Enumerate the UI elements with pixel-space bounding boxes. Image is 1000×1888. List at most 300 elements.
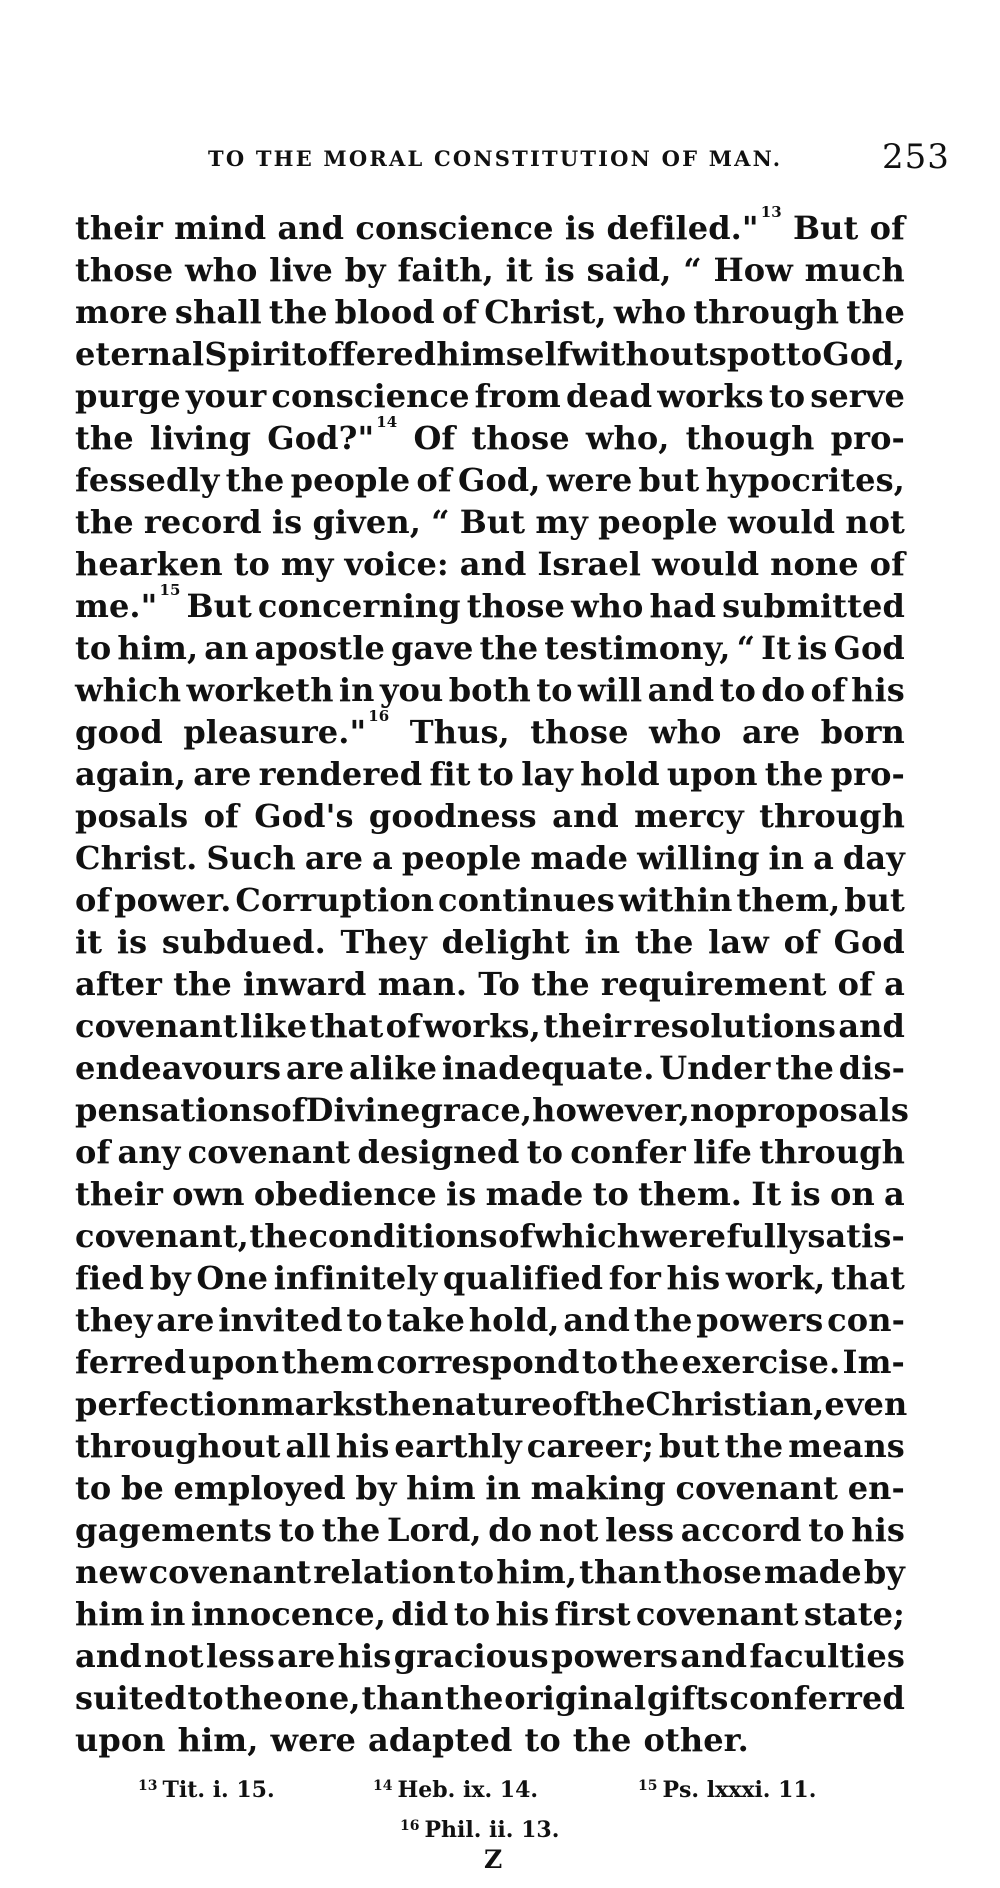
word: But — [459, 503, 526, 541]
word: faith, — [397, 251, 494, 289]
word: both — [448, 671, 531, 709]
word: the — [224, 1679, 284, 1717]
word: the — [479, 629, 539, 667]
word: of — [810, 671, 846, 709]
text-line — [75, 753, 905, 795]
word: upon — [666, 755, 758, 793]
word: their — [75, 209, 163, 247]
word: a — [372, 839, 393, 877]
word: adapted — [368, 1721, 513, 1759]
word: any — [117, 1133, 181, 1171]
word: people — [598, 503, 718, 541]
word: Im- — [842, 1343, 905, 1381]
text-line — [75, 795, 905, 837]
word: within — [618, 881, 733, 919]
word: less — [605, 1511, 675, 1549]
word: the — [268, 293, 328, 331]
word: Thus, — [409, 713, 510, 751]
word: to — [785, 335, 823, 373]
word: who — [613, 293, 687, 331]
word: qualified — [442, 1259, 604, 1297]
text-line — [75, 1047, 905, 1089]
word: gifts — [646, 1679, 729, 1717]
word: good — [75, 713, 163, 751]
word: one, — [284, 1679, 361, 1717]
word: in — [485, 1469, 522, 1507]
word: gave — [391, 629, 474, 667]
word: had — [649, 587, 717, 625]
text-line — [75, 1509, 905, 1551]
word: them — [281, 1343, 375, 1381]
word: inadequate. — [441, 1049, 655, 1087]
word: spot — [708, 335, 786, 373]
word: all — [285, 1427, 331, 1465]
word: new — [75, 1553, 147, 1591]
word: invited — [218, 1301, 343, 1339]
footnote-reference: 14 — [376, 413, 398, 432]
word: mind — [174, 209, 267, 247]
word: it — [75, 923, 103, 961]
word: the — [775, 1049, 834, 1087]
word: who — [184, 251, 258, 289]
word: shall — [174, 293, 262, 331]
word: willing — [637, 839, 760, 877]
word: state; — [803, 1595, 905, 1633]
word: is — [564, 209, 596, 247]
word: who, — [585, 419, 670, 457]
text-line — [75, 1131, 905, 1173]
word: people — [401, 839, 522, 877]
word: throughout — [75, 1427, 281, 1465]
word: is — [271, 503, 303, 541]
text-line — [75, 1341, 905, 1383]
text-line — [75, 627, 905, 669]
word: and — [680, 1637, 748, 1675]
word: of — [869, 209, 905, 247]
word: me." $^{15}$ — [75, 581, 181, 625]
word: alike — [348, 1049, 438, 1087]
word: own — [172, 1175, 245, 1213]
word: covenant — [75, 1007, 238, 1045]
word: covenant — [635, 1595, 799, 1633]
word: and — [838, 1007, 905, 1045]
word: work, — [725, 1259, 826, 1297]
word: works — [657, 377, 764, 415]
word: to — [233, 545, 270, 583]
word: submitted — [722, 587, 905, 625]
word: in — [768, 839, 805, 877]
word: endeavours — [75, 1049, 282, 1087]
text-line — [75, 543, 905, 585]
word: covenant, — [75, 1217, 249, 1255]
word: hearken — [75, 545, 223, 583]
word: perfection — [75, 1385, 261, 1423]
word: those — [466, 587, 565, 625]
word: God — [833, 923, 905, 961]
text-line — [75, 1677, 905, 1719]
word: life — [693, 1133, 752, 1171]
word: of — [385, 1007, 421, 1045]
word: to — [526, 1133, 564, 1171]
text-line — [75, 249, 905, 291]
text-line — [75, 707, 905, 753]
word: Of — [413, 419, 456, 457]
word: serve — [810, 377, 905, 415]
word: inward — [243, 965, 367, 1003]
word: day — [842, 839, 905, 877]
word: Divine — [305, 1091, 421, 1129]
word: offered — [306, 335, 437, 373]
word: by — [863, 1553, 905, 1591]
word: from — [474, 377, 561, 415]
word: hypocrites, — [705, 461, 905, 499]
word: through — [759, 797, 905, 835]
text-line — [75, 669, 905, 711]
word: did — [391, 1595, 449, 1633]
word: apostle — [254, 629, 385, 667]
word: in — [338, 671, 375, 709]
text-line — [75, 879, 905, 921]
word: without — [570, 335, 709, 373]
word: like — [239, 1007, 308, 1045]
word: which — [75, 671, 182, 709]
word: the — [724, 1427, 784, 1465]
word: through — [693, 293, 840, 331]
word: making — [530, 1469, 666, 1507]
word: gagements — [75, 1511, 273, 1549]
word: to — [75, 629, 112, 667]
word: to — [75, 1469, 112, 1507]
word: the — [586, 1385, 646, 1423]
word: his — [335, 1427, 390, 1465]
word: himself — [436, 335, 571, 373]
word: Christ. — [75, 839, 198, 877]
word: are — [193, 755, 252, 793]
word: much — [804, 251, 905, 289]
word: the — [75, 419, 134, 457]
word: powers — [696, 1301, 824, 1339]
word: conferred — [729, 1679, 905, 1717]
word: were — [640, 1217, 727, 1255]
text-line — [75, 1299, 905, 1341]
word: “ — [736, 629, 756, 667]
text-line — [75, 1257, 905, 1299]
word: God?" $^{14}$ — [267, 413, 398, 457]
word: pro- — [830, 755, 905, 793]
word: live — [269, 251, 333, 289]
word: made — [530, 839, 629, 877]
word: those — [663, 1553, 762, 1591]
word: concerning — [257, 587, 461, 625]
word: but — [658, 1427, 720, 1465]
word: said, — [586, 251, 672, 289]
word: the — [321, 1511, 381, 1549]
text-line — [75, 1635, 905, 1677]
text-line — [75, 291, 905, 333]
word: of — [75, 1133, 111, 1171]
word: To — [478, 965, 520, 1003]
word: those — [471, 419, 570, 457]
word: obedience — [253, 1175, 437, 1213]
signature-mark: Z — [484, 1845, 503, 1874]
word: testimony, — [544, 629, 731, 667]
text-line — [75, 1005, 905, 1047]
word: Such — [206, 839, 296, 877]
word: original — [504, 1679, 647, 1717]
word: to — [719, 671, 756, 709]
word: living — [149, 419, 252, 457]
word: record — [143, 503, 262, 541]
word: God, — [822, 335, 905, 373]
word: than — [361, 1679, 444, 1717]
word: in — [584, 923, 621, 961]
word: proposals — [734, 1091, 909, 1129]
word: the — [634, 923, 694, 961]
word: take — [386, 1301, 465, 1339]
word: no — [690, 1091, 735, 1129]
word: their — [543, 1007, 632, 1045]
word: fied — [75, 1259, 145, 1297]
word: were — [270, 1721, 357, 1759]
word: him, — [496, 1553, 578, 1591]
footnote-text: Phil. ii. 13. — [424, 1817, 560, 1843]
word: his — [666, 1259, 721, 1297]
word: man. — [377, 965, 468, 1003]
word: but — [844, 881, 905, 919]
word: covenant — [148, 1553, 312, 1591]
word: eternal — [75, 335, 205, 373]
word: Israel — [537, 545, 642, 583]
word: to — [453, 1595, 491, 1633]
word: him — [406, 1469, 476, 1507]
text-line — [75, 963, 905, 1005]
word: those — [75, 251, 174, 289]
word: is — [790, 1175, 821, 1213]
word: conscience — [271, 377, 470, 415]
word: than — [579, 1553, 662, 1591]
word: the — [620, 1343, 680, 1381]
word: you — [379, 671, 444, 709]
footnote-marker: 13 — [138, 1778, 158, 1794]
footnote-reference: 13 — [760, 203, 782, 222]
text-line — [75, 203, 905, 249]
footnote-reference: 15 — [159, 581, 181, 600]
word: and — [75, 1637, 142, 1675]
word: not — [143, 1637, 204, 1675]
word: designed — [357, 1133, 520, 1171]
word: not — [538, 1511, 599, 1549]
word: even — [824, 1385, 908, 1423]
word: covenant — [187, 1133, 351, 1171]
word: God — [833, 629, 905, 667]
text-line — [75, 1383, 908, 1425]
word: the — [531, 965, 590, 1003]
footnote-15 — [638, 1779, 816, 1801]
text-line — [75, 1593, 905, 1635]
word: employed — [173, 1469, 346, 1507]
word: a — [813, 839, 834, 877]
word: again, — [75, 755, 187, 793]
word: which — [533, 1217, 641, 1255]
word: though — [685, 419, 815, 457]
text-line — [75, 1551, 905, 1593]
word: however, — [532, 1091, 691, 1129]
footnote-text: Heb. ix. 14. — [397, 1777, 539, 1803]
word: of — [783, 923, 819, 961]
word: made — [485, 1175, 584, 1213]
word: to — [536, 671, 573, 709]
word: conscience — [355, 209, 554, 247]
text-line — [75, 459, 905, 501]
word: are — [285, 1049, 345, 1087]
word: powers — [551, 1637, 679, 1675]
word: it — [505, 251, 533, 289]
word: posals — [75, 797, 189, 835]
word: But — [793, 209, 859, 247]
word: fessedly — [75, 461, 220, 499]
word: by — [355, 1469, 397, 1507]
word: con- — [827, 1301, 905, 1339]
word: first — [554, 1595, 631, 1633]
word: to — [808, 1511, 845, 1549]
text-line — [75, 333, 905, 375]
word: fully — [726, 1217, 807, 1255]
word: voice: — [344, 545, 449, 583]
word: an — [204, 629, 249, 667]
word: him, — [117, 629, 199, 667]
page-number: 253 — [882, 137, 950, 177]
word: fit — [429, 755, 471, 793]
word: of — [837, 965, 873, 1003]
word: faculties — [749, 1637, 905, 1675]
word: dis- — [838, 1049, 905, 1087]
word: to — [592, 1175, 629, 1213]
word: conditions — [308, 1217, 498, 1255]
word: confer — [570, 1133, 686, 1171]
word: the — [173, 965, 232, 1003]
word: mercy — [634, 797, 744, 835]
word: were — [546, 461, 633, 499]
word: and — [277, 209, 345, 247]
word: Christian, — [645, 1385, 825, 1423]
word: of — [416, 461, 452, 499]
word: that — [309, 1007, 384, 1045]
word: worketh — [186, 671, 334, 709]
text-line — [75, 1089, 909, 1131]
footnote-14 — [373, 1779, 538, 1801]
word: to — [346, 1301, 383, 1339]
word: the — [249, 1217, 309, 1255]
word: that — [830, 1259, 905, 1297]
word: to — [477, 755, 514, 793]
word: a — [884, 965, 905, 1003]
footnote-text: Tit. i. 15. — [162, 1777, 275, 1803]
body-text — [75, 203, 909, 1761]
word: means — [788, 1427, 905, 1465]
word: pleasure." $^{16}$ — [183, 707, 390, 751]
word: through — [759, 1133, 905, 1171]
word: lay — [521, 755, 573, 793]
word: would — [651, 545, 760, 583]
text-line — [75, 413, 905, 459]
word: of — [270, 1091, 306, 1129]
word: One — [196, 1259, 269, 1297]
word: It — [761, 629, 792, 667]
word: hold, — [468, 1301, 560, 1339]
word: God's — [254, 797, 354, 835]
word: God, — [457, 461, 541, 499]
word: works, — [423, 1007, 541, 1045]
word: blood — [334, 293, 435, 331]
word: of — [551, 1385, 587, 1423]
word: infinitely — [273, 1259, 438, 1297]
word: who — [649, 713, 722, 751]
word: subdued. — [161, 923, 326, 961]
word: the — [846, 293, 905, 331]
word: Christ, — [484, 293, 607, 331]
word: Spirit — [204, 335, 307, 373]
word: requirement — [600, 965, 827, 1003]
running-title: TO THE MORAL CONSTITUTION OF MAN. — [208, 146, 783, 171]
word: exercise. — [681, 1343, 841, 1381]
word: are — [304, 839, 364, 877]
word: Lord, — [386, 1511, 482, 1549]
text-line — [75, 501, 905, 543]
word: satis- — [807, 1217, 905, 1255]
text-line — [75, 1467, 905, 1509]
word: dead — [565, 377, 653, 415]
word: Under — [659, 1049, 771, 1087]
word: is — [116, 923, 148, 961]
word: But — [186, 587, 252, 625]
word: are — [156, 1301, 215, 1339]
word: to — [278, 1511, 315, 1549]
word: are — [277, 1637, 336, 1675]
word: them, — [736, 881, 841, 919]
text-line — [75, 837, 905, 879]
word: his — [495, 1595, 550, 1633]
word: his — [337, 1637, 392, 1675]
word: pro- — [830, 419, 905, 457]
word: defiled." $^{13}$ — [606, 203, 782, 247]
word: in — [149, 1595, 186, 1633]
word: accord — [680, 1511, 802, 1549]
word: other. — [643, 1721, 749, 1759]
word: to — [457, 1553, 495, 1591]
word: of — [441, 293, 478, 331]
word: him, — [177, 1721, 259, 1759]
word: less — [205, 1637, 275, 1675]
word: my — [535, 503, 588, 541]
word: resolutions — [633, 1007, 837, 1045]
word: innocence, — [190, 1595, 386, 1633]
word: would — [727, 503, 836, 541]
footnote-marker: 14 — [373, 1778, 393, 1794]
word: Corruption — [235, 881, 435, 919]
word: who — [570, 587, 644, 625]
footnote-marker: 15 — [638, 1778, 658, 1794]
word: earthly — [394, 1427, 522, 1465]
word: is — [544, 251, 575, 289]
word: by — [149, 1259, 191, 1297]
word: the — [764, 755, 824, 793]
word: to — [768, 377, 806, 415]
word: of — [75, 881, 111, 919]
word: their — [75, 1175, 163, 1213]
word: your — [185, 377, 267, 415]
word: him — [75, 1595, 145, 1633]
word: covenant — [675, 1469, 839, 1507]
